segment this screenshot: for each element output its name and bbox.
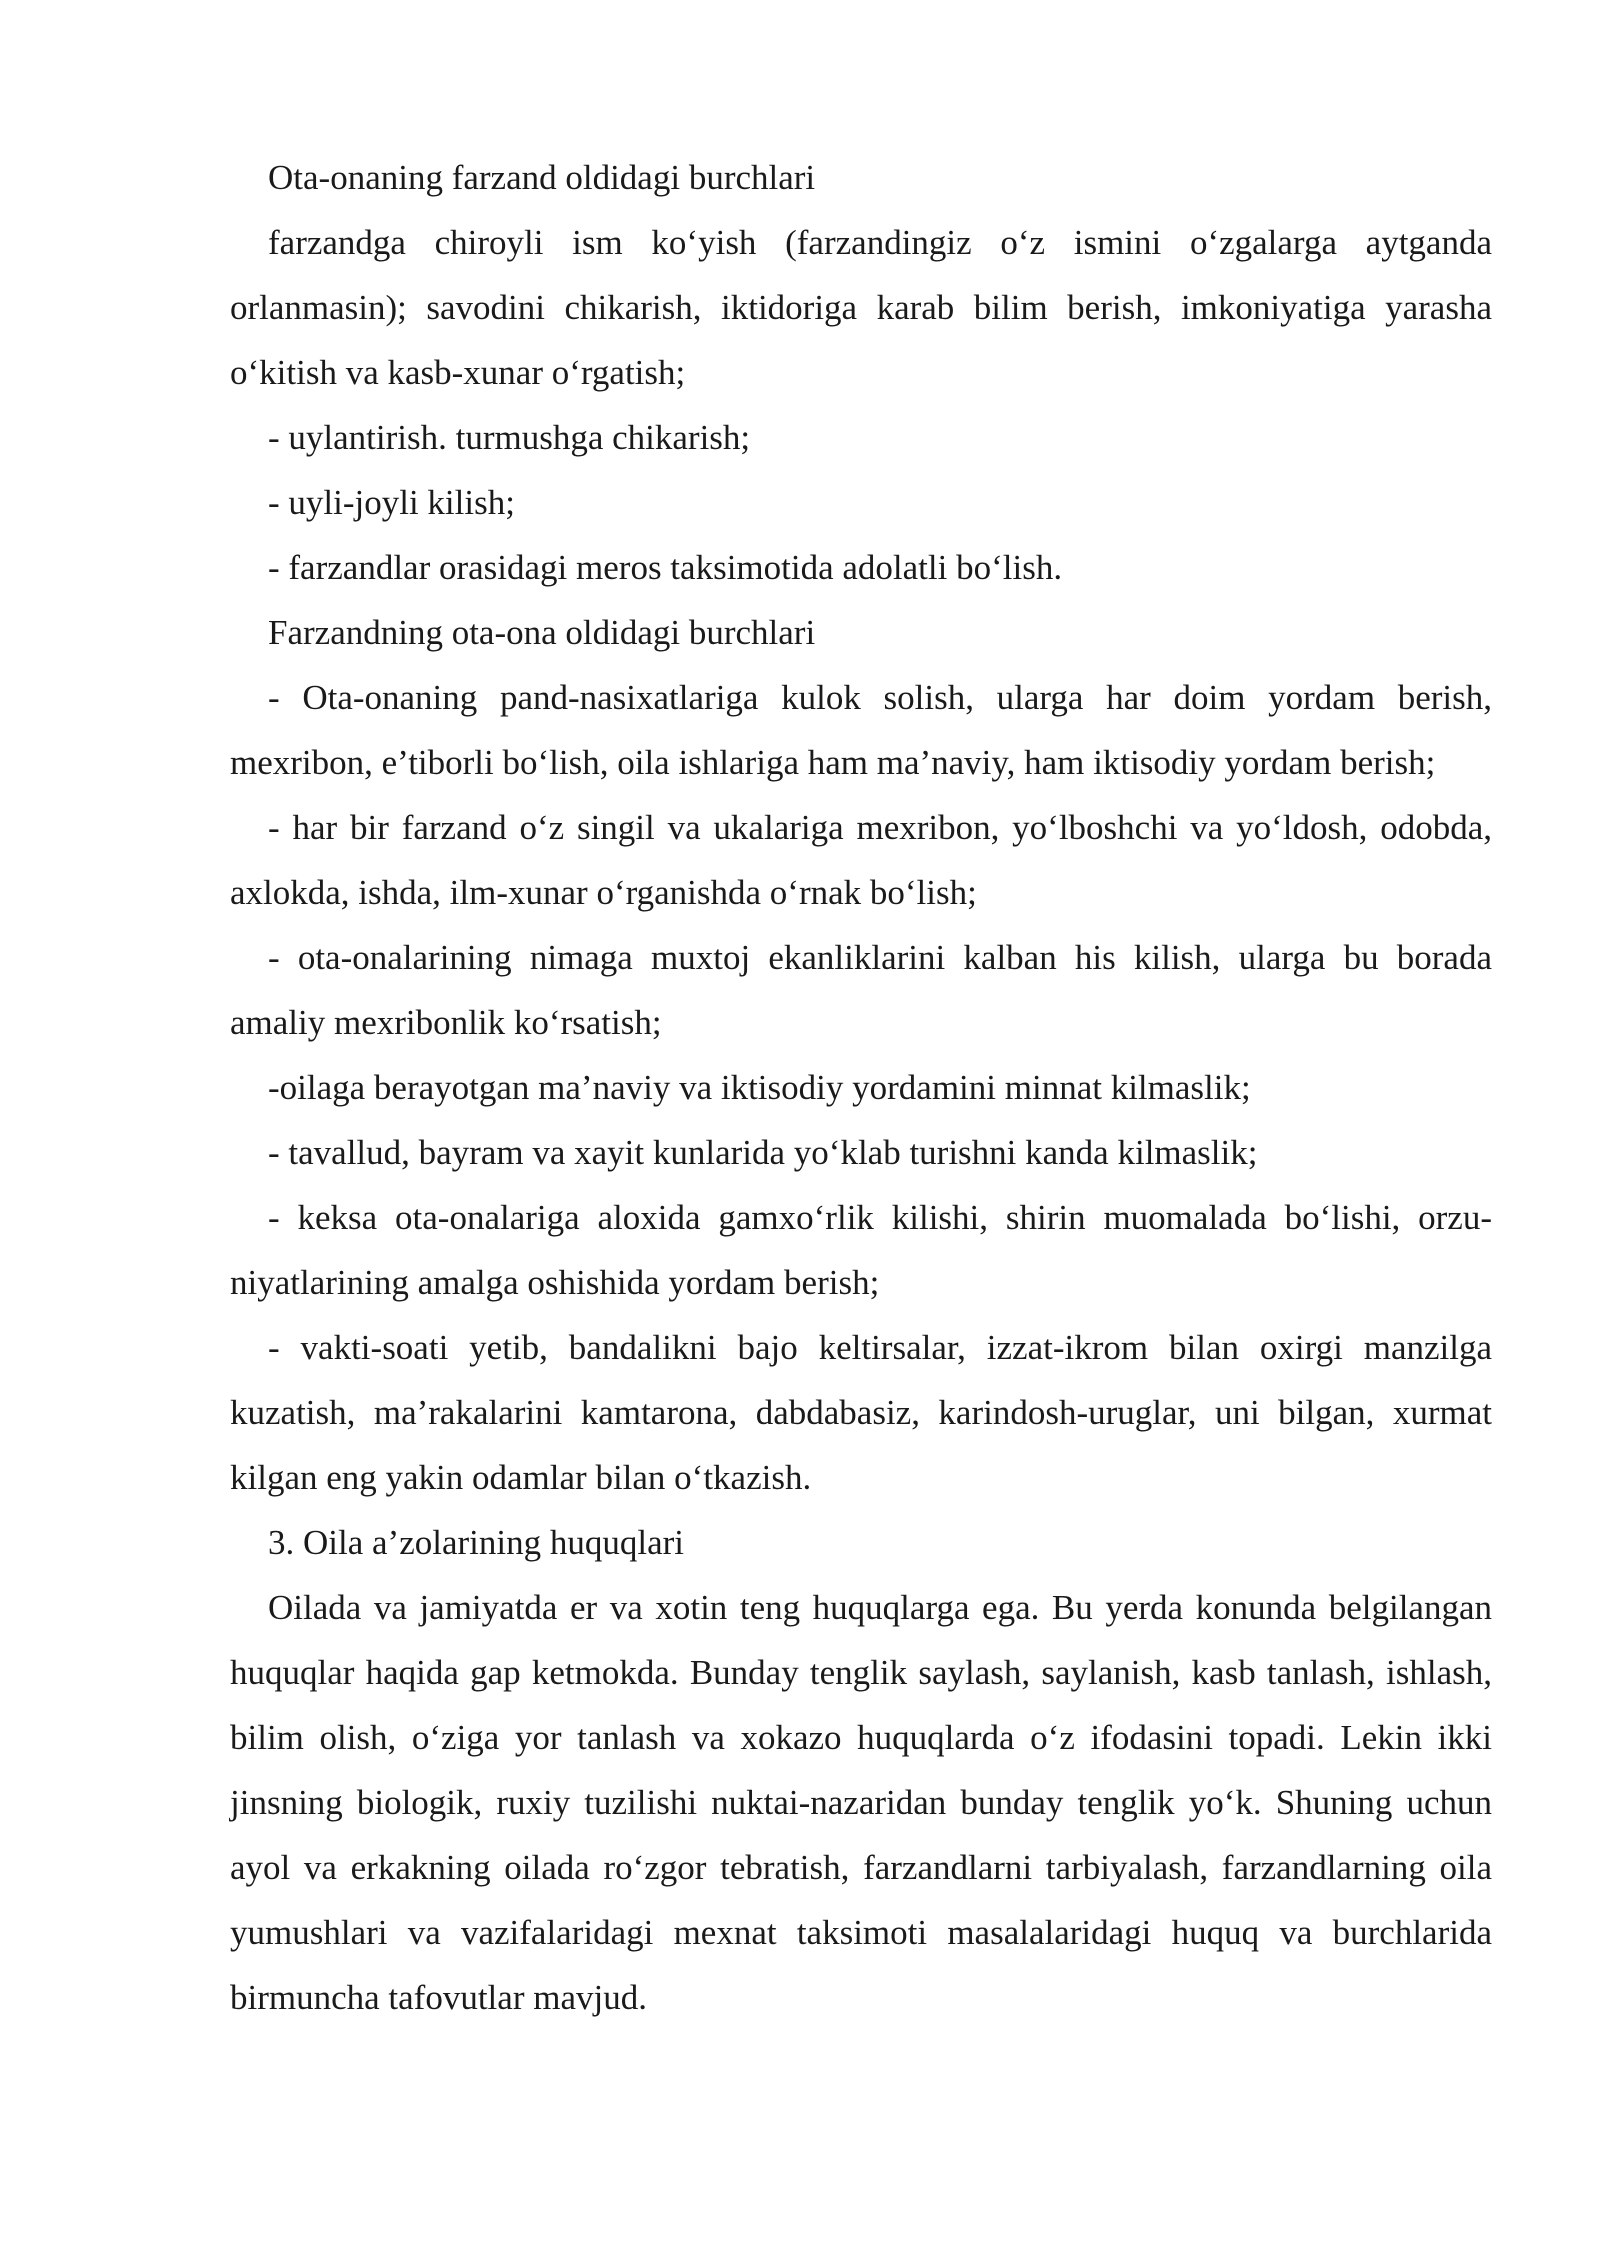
paragraph: Oilada va jamiyatda er va xotin teng huquqlarga ega. Bu yerda konunda belgilangan huquqlar haqida gap ketmokda. Bunday tenglik saylash, saylanish, kasb tanlash, ishlash, bilim olish, o‘ziga yor tanlash va xokazo huquqlarda o‘z ifodasini topadi. Lekin ikki jinsning biologik, ruxiy tuzilishi nuktai-nazaridan bunday tenglik yo‘k. Shuning uchun ayol va erkakning oilada ro‘zgor tebratish, farzandlarni tarbiyalash, farzandlarning oila yumushlari va vazifalaridagi mexnat taksimoti masalalaridagi huquq va burchlarida birmuncha tafovutlar mavjud. (230, 1588, 1492, 2017)
list-item: - har bir farzand o‘z singil va ukalariga mexribon, yo‘lboshchi va yo‘ldosh, odobda, axlokda, ishda, ilm-xunar o‘rganishda o‘rnak bo‘lish; (230, 808, 1492, 912)
section-heading: 3. Oila a’zolarining huquqlari (268, 1523, 684, 1562)
list-item: - keksa ota-onalariga aloxida gamxo‘rlik kilishi, shirin muomalada bo‘lishi, orzu-niyatlarining amalga oshishida yordam berish; (230, 1198, 1492, 1302)
paragraph: farzandga chiroyli ism ko‘yish (farzandingiz o‘z ismini o‘zgalarga aytganda orlanmasin); savodini chikarish, iktidoriga karab bilim berish, imkoniyatiga yarasha o‘kitish va kasb-xunar o‘rgatish; (230, 223, 1492, 392)
list-item: - Ota-onaning pand-nasixatlariga kulok solish, ularga har doim yordam berish, mexribon, e’tiborli bo‘lish, oila ishlariga ham ma’naviy, ham iktisodiy yordam berish; (230, 678, 1492, 782)
list-item: - tavallud, bayram va xayit kunlarida yo‘klab turishni kanda kilmaslik; (268, 1133, 1258, 1172)
list-item: - uylantirish. turmushga chikarish; (268, 418, 751, 457)
list-item: - ota-onalarining nimaga muxtoj ekanliklarini kalban his kilish, ularga bu borada amaliy mexribonlik ko‘rsatish; (230, 938, 1492, 1042)
heading-child-duties: Farzandning ota-ona oldidagi burchlari (268, 613, 816, 652)
document-page (230, 145, 1492, 2030)
list-item: - vakti-soati yetib, bandalikni bajo keltirsalar, izzat-ikrom bilan oxirgi manzilga kuzatish, ma’rakalarini kamtarona, dabdabasiz, karindosh-uruglar, uni bilgan, xurmat kilgan eng yakin odamlar bilan o‘tkazish. (230, 1328, 1492, 1497)
heading-parent-duties: Ota-onaning farzand oldidagi burchlari (268, 158, 816, 197)
list-item: - farzandlar orasidagi meros taksimotida adolatli bo‘lish. (268, 548, 1063, 587)
list-item: - uyli-joyli kilish; (268, 483, 515, 522)
list-item: -oilaga berayotgan ma’naviy va iktisodiy yordamini minnat kilmaslik; (268, 1068, 1251, 1107)
